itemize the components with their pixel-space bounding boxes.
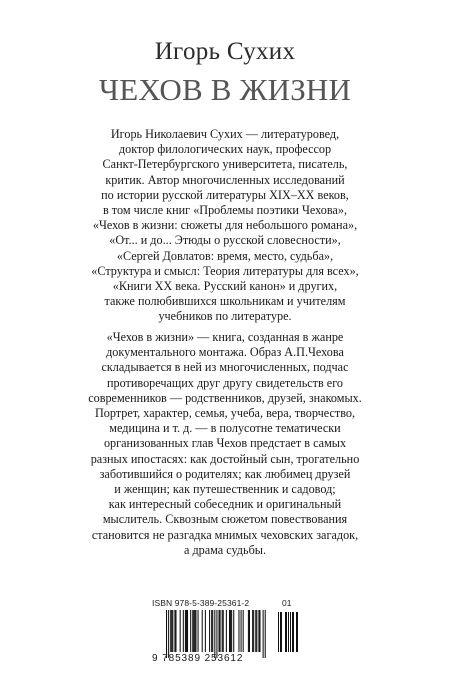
description-line: медицина и т. д. — в полусотне тематически [109,421,341,436]
barcode-bar [265,610,266,658]
barcode-bar [214,610,215,658]
addon-bar [286,612,287,652]
barcode-bar [226,610,227,652]
barcode-addon-number: 01 [282,598,292,608]
addon-bar [280,612,281,652]
description-line: мыслитель. Сквозным сюжетом повествования [102,512,348,527]
addon-bar [290,612,291,652]
addon-barcode-bars [278,612,306,652]
addon-bar [281,612,282,652]
barcode-bar [212,610,213,652]
barcode-bar [186,610,187,652]
barcode-bar [174,610,175,652]
book-description [40,330,410,558]
description-line: современников — родственников, друзей, знакомых. [88,390,362,405]
barcode-bar [253,610,254,652]
barcode-bar [193,610,194,652]
barcode-bar [190,610,191,652]
description-line: и женщин; как путешественник и садовод; [114,482,336,497]
book-title: ЧЕХОВ В ЖИЗНИ [98,72,352,107]
barcode-bar [216,610,217,658]
description-line: как интересный собеседник и оригинальный [108,497,342,512]
addon-bar [292,612,293,652]
barcode-bar [172,610,173,652]
description-line: заботившийся о родителях; как любимец друзей [99,466,351,481]
barcode-bar [202,610,203,652]
barcode-bar [249,610,250,652]
description-line: Портрет, характер, семья, учеба, вера, творчество, [94,406,356,421]
barcode-bar [175,610,176,652]
barcode-bar [220,610,221,652]
barcode-bar [231,610,232,652]
bio-line: также полюбившихся школьникам и учителям [104,294,346,309]
author-bio [40,127,410,325]
isbn-barcode [152,598,308,670]
barcode-bar [195,610,196,652]
barcode-bar [263,610,264,658]
description-line: организованных глав Чехов предстает в самых [103,436,347,451]
bio-line: «Структура и смысл: Теория литературы для всех», [91,263,359,278]
barcode-bar [229,610,230,652]
barcode-bar [222,610,223,652]
addon-bar [288,612,289,652]
barcode-bar [233,610,234,652]
barcode-bar [198,610,199,652]
barcode-bar [168,610,169,658]
addon-bar [285,612,286,652]
barcode-bar [194,610,195,652]
barcode-bar [211,610,212,652]
barcode-bar [205,610,206,652]
barcode-bar [166,610,167,658]
bio-line: Игорь Николаевич Сухих — литературовед, [110,127,340,141]
description-line: становится не разгадка мнимых чеховских загадок, [91,527,359,542]
bio-line: по истории русской литературы XIX–XX веков, [101,187,349,202]
description-line: разных ипостасях: как достойный сын, трогательно [90,451,360,466]
bio-line: «От... и до... Этюды о русской словесности», [109,233,341,248]
description-line: документального монтажа. Образ А.П.Чехова [106,345,344,360]
barcode-bar [258,610,259,652]
barcode-bar [192,610,193,652]
barcode-bar [171,610,172,652]
ean-digits: 9 785389 253612 [152,653,244,664]
description-line: противоречащих друг другу свидетельств его [107,375,343,390]
barcode-bar [255,610,256,652]
barcode-bar [248,610,249,652]
barcode-bar [259,610,260,652]
bio-line: «Книги XX века. Русский канон» и других, [112,279,338,294]
description-line: «Чехов в жизни» — книга, созданная в жанре [106,330,344,344]
barcode-bar [256,610,257,652]
description-line: а драма судьбы. [183,542,266,557]
barcode-bar [223,610,224,652]
addon-bar [297,612,298,652]
barcode-bar [219,610,220,652]
barcode-bar [209,610,210,652]
barcode-bar [230,610,231,652]
bio-line: «Сергей Довлатов: время, место, судьба», [116,248,334,263]
barcode-bar [187,610,188,652]
bio-line: в том числе книг «Проблемы поэтики Чехова», [103,203,347,218]
author-name: Игорь Сухих [154,38,296,65]
barcode-bar [180,610,181,652]
barcode-bar [183,610,184,652]
barcode-bar [170,610,171,652]
barcode-bar [185,610,186,652]
bio-line: критик. Автор многочисленных исследований [105,172,345,187]
barcode-bar [241,610,242,652]
addon-bar [296,612,297,652]
addon-bar [293,612,294,652]
bio-line: Санкт-Петербургского университета, писатель, [102,157,348,172]
bio-line: «Чехов в жизни: сюжеты для небольшого романа», [92,218,358,233]
description-line: складывается в ней из многочисленных, подчас [101,360,349,375]
ean-barcode-bars [158,610,268,658]
addon-bar [278,612,279,652]
barcode-bar [238,610,239,652]
bio-line: учебников по литературе. [158,309,292,324]
barcode-bar [252,610,253,652]
barcode-bar [243,610,244,652]
bio-line: доктор филологических наук, профессор [118,142,332,157]
isbn-label: ISBN 978-5-389-25361-2 [152,598,250,608]
